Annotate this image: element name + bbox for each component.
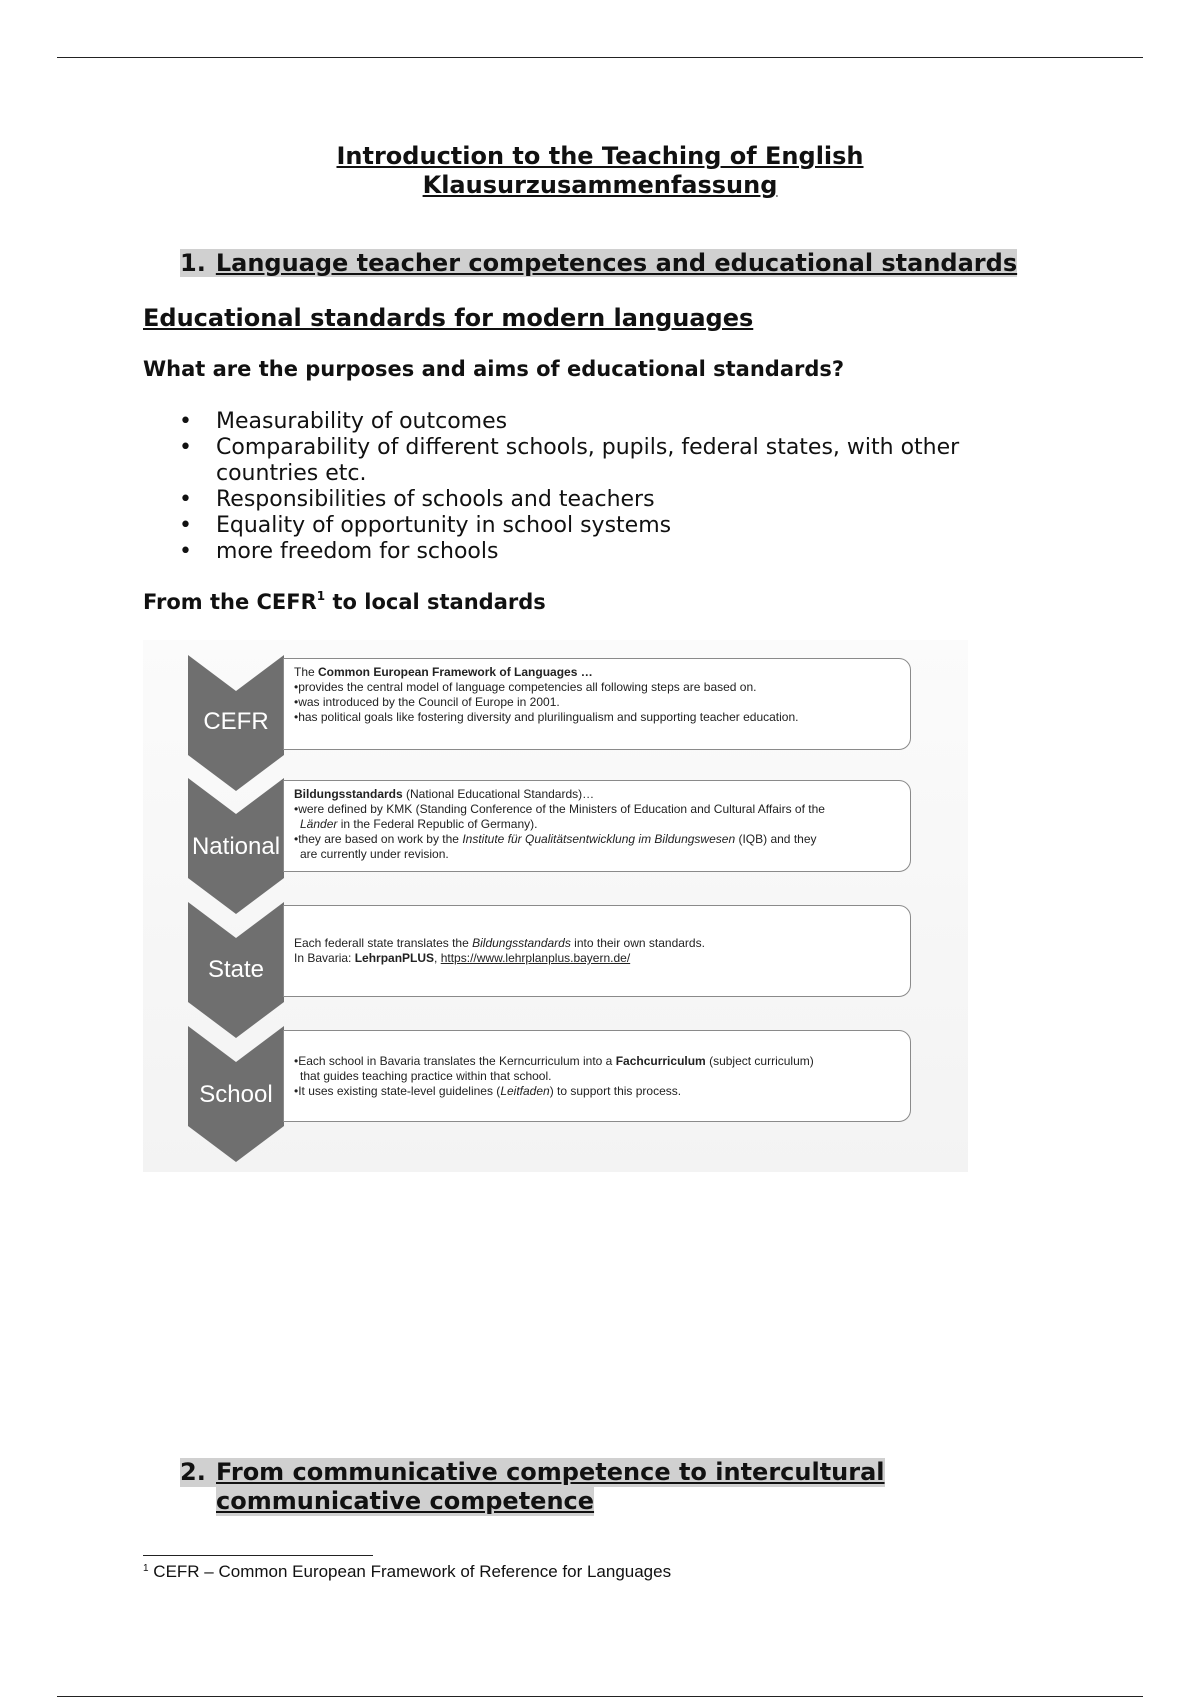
- description-line: •It uses existing state-level guidelines (Leitfaden) to support this process.: [294, 1083, 682, 1098]
- lehrplanplus-link[interactable]: https://www.lehrplanplus.bayern.de/: [440, 951, 631, 965]
- description-line: •were defined by KMK (Standing Conference of the Ministers of Education and Cultural Affairs of the: [294, 802, 825, 816]
- aim-item: • Responsibilities of schools and teachers: [143, 487, 1003, 513]
- level-description-box: [283, 658, 911, 750]
- description-line: •has political goals like fostering diversity and plurilingualism and supporting teacher education.: [294, 710, 799, 724]
- title-line-1: Introduction to the Teaching of English: [336, 142, 864, 170]
- level-label: State: [207, 956, 265, 983]
- aim-item: • Equality of opportunity in school systems: [143, 513, 1003, 539]
- subsection-heading: Educational standards for modern languages: [143, 304, 754, 332]
- footnote: $^1$ CEFR – Common European Framework of Reference for Languages: [143, 1562, 672, 1581]
- description-line: •was introduced by the Council of Europe in 2001.: [294, 695, 560, 709]
- description-line: are currently under revision.: [300, 847, 449, 861]
- description-line: •they are based on work by the Institute für Qualitätsentwicklung im Bildungswesen (IQB) and they: [294, 832, 817, 846]
- description-line: In Bavaria: LehrpanPLUS, https://www.lehrplanplus.bayern.de/: [294, 951, 631, 965]
- aims-list: [143, 409, 1003, 565]
- section-1-heading: [180, 249, 1017, 278]
- level-description-box: [283, 905, 911, 997]
- section-1-title: Language teacher competences and educational standards: [215, 249, 1018, 277]
- description-line: Each federall state translates the Bildungsstandards into their own standards.: [294, 936, 705, 950]
- level-label: CEFR: [203, 708, 269, 735]
- level-description-box: [283, 780, 911, 872]
- footnote-separator: [143, 1555, 373, 1556]
- level-label: National: [191, 833, 281, 860]
- page-top-rule: [57, 57, 1143, 58]
- section-1-number: 1.: [180, 249, 216, 277]
- section-2-title-line-1: From communicative competence to intercultural: [216, 1458, 885, 1486]
- description-line: Länder in the Federal Republic of Germany).: [300, 817, 538, 831]
- aim-item: • more freedom for schools: [143, 539, 1003, 565]
- aim-item: • Comparability of different schools, pupils, federal states, with other countries etc.: [143, 435, 1003, 487]
- section-2-number: 2.: [180, 1458, 216, 1487]
- level-label: School: [199, 1081, 273, 1108]
- section-2-heading: [180, 1458, 900, 1516]
- description-line: that guides teaching practice within that school.: [300, 1068, 552, 1083]
- cefr-heading: From the CEFR$^1$ to local standards: [143, 589, 546, 614]
- document-title: [0, 142, 1200, 200]
- page-bottom-rule: [57, 1696, 1143, 1697]
- aim-item: • Measurability of outcomes: [143, 409, 1003, 435]
- description-line: The Common European Framework of Languages …: [294, 665, 593, 679]
- level-description-box: [283, 1030, 911, 1122]
- section-2-title-line-2: communicative competence: [216, 1487, 595, 1515]
- purposes-question: What are the purposes and aims of educational standards?: [143, 357, 845, 381]
- standards-hierarchy-diagram: [143, 640, 968, 1172]
- description-line: Bildungsstandards (National Educational Standards)…: [294, 787, 595, 801]
- title-line-2: Klausurzusammenfassung: [422, 171, 778, 199]
- footnote-reference[interactable]: 1: [316, 589, 326, 603]
- description-line: •Each school in Bavaria translates the Kerncurriculum into a Fachcurriculum (subject curriculum): [294, 1053, 814, 1068]
- description-line: •provides the central model of language competencies all following steps are based on.: [294, 680, 757, 694]
